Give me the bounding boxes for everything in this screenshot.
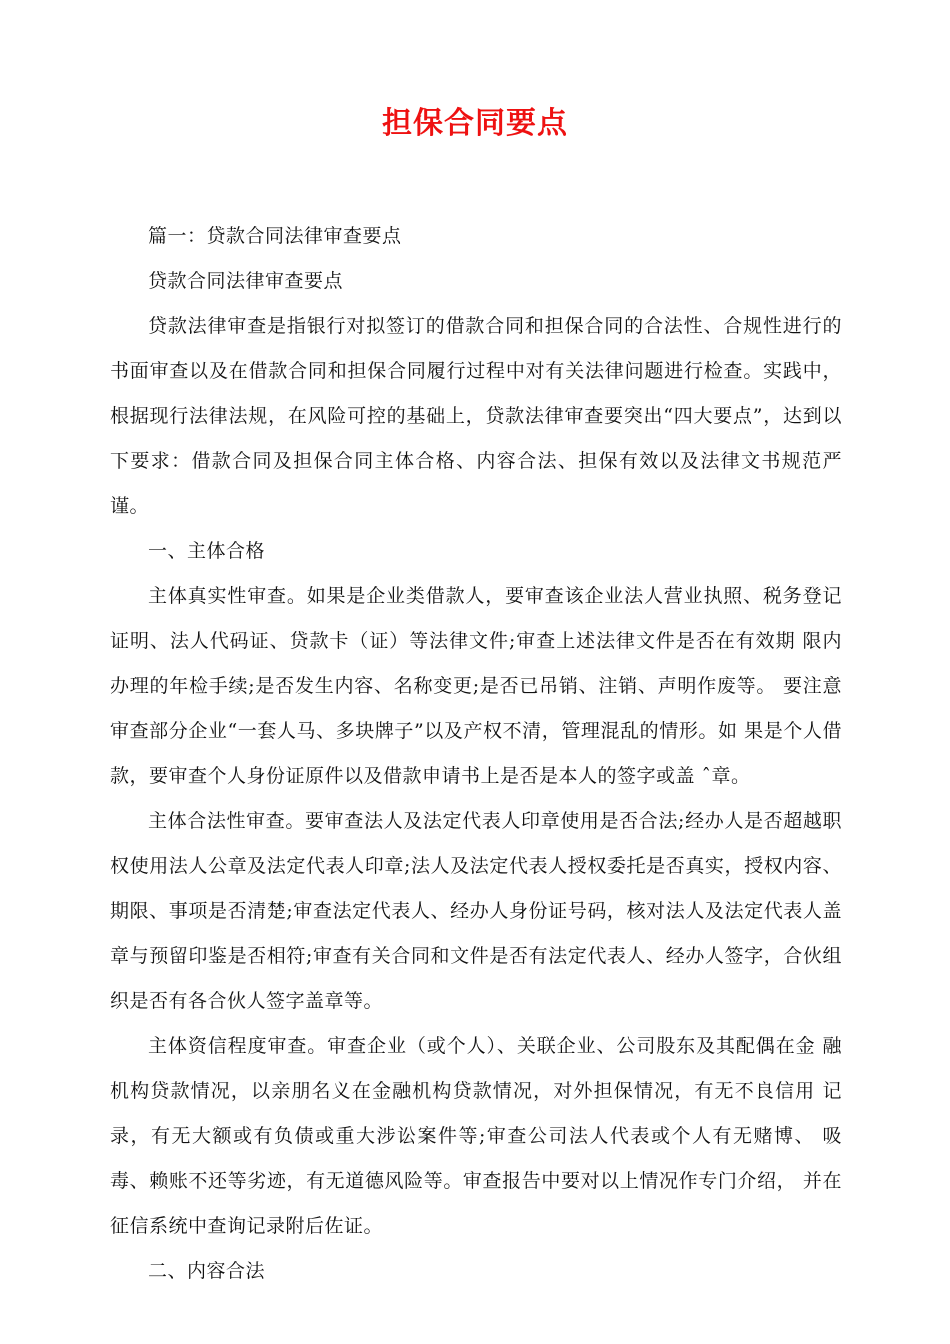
subheading: 贷款合同法律审查要点 — [148, 270, 344, 292]
document-body — [110, 214, 842, 1294]
section-heading-content-legal: 二、内容合法 — [148, 1260, 266, 1282]
body-paragraph: 主体合法性审查。要审查法人及法定代表人印章使用是否合法;经办人是否超越职权使用法人公章及法定代表人印章;法人及法定代表人授权委托是否真实，授权内容、期限、事项是否清楚;审查法定代表人、经办人身份证号码，核对法人及法定代表人盖章与预留印鉴是否相符;审查有关合同和文件是否有法定代表人、经办人签字，合伙组织是否有各合伙人签字盖章等。 — [110, 810, 842, 1012]
section-heading-subject-qualified: 一、主体合格 — [148, 540, 266, 562]
document-title: 担保合同要点 — [382, 106, 568, 141]
section-heading-part-one: 篇一：贷款合同法律审查要点 — [148, 225, 402, 247]
body-paragraph: 主体真实性审查。如果是企业类借款人，要审查该企业法人营业执照、税务登记证明、法人代码证、贷款卡（证）等法律文件;审查上述法律文件是否在有效期 限内办理的年检手续;是否发生内容、名称变更;是否已吊销、注销、声明作废等。 要注意审查部分企业“一套人马、多块牌子”以及产权不清，管理混乱的情形。如 果是个人借款，要审查个人身份证原件以及借款申请书上是否是本人的签字或盖 ˆ章。 — [110, 585, 842, 787]
body-paragraph: 贷款法律审查是指银行对拟签订的借款合同和担保合同的合法性、合规性进行的书面审查以及在借款合同和担保合同履行过程中对有关法律问题进行检查。实践中，根据现行法律法规，在风险可控的基础上，贷款法律审查要突出“四大要点”，达到以下要求：借款合同及担保合同主体合格、内容合法、担保有效以及法律文书规范严谨。 — [110, 315, 842, 517]
body-paragraph: 主体资信程度审查。审查企业（或个人）、关联企业、公司股东及其配偶在金 融机构贷款情况，以亲朋名义在金融机构贷款情况，对外担保情况，有无不良信用 记录，有无大额或有负债或重大涉讼案件等;审查公司法人代表或个人有无赌博、 吸毒、赖账不还等劣迹，有无道德风险等。审查报告中要对以上情况作专门介绍， 并在征信系统中查询记录附后佐证。 — [110, 1035, 842, 1237]
